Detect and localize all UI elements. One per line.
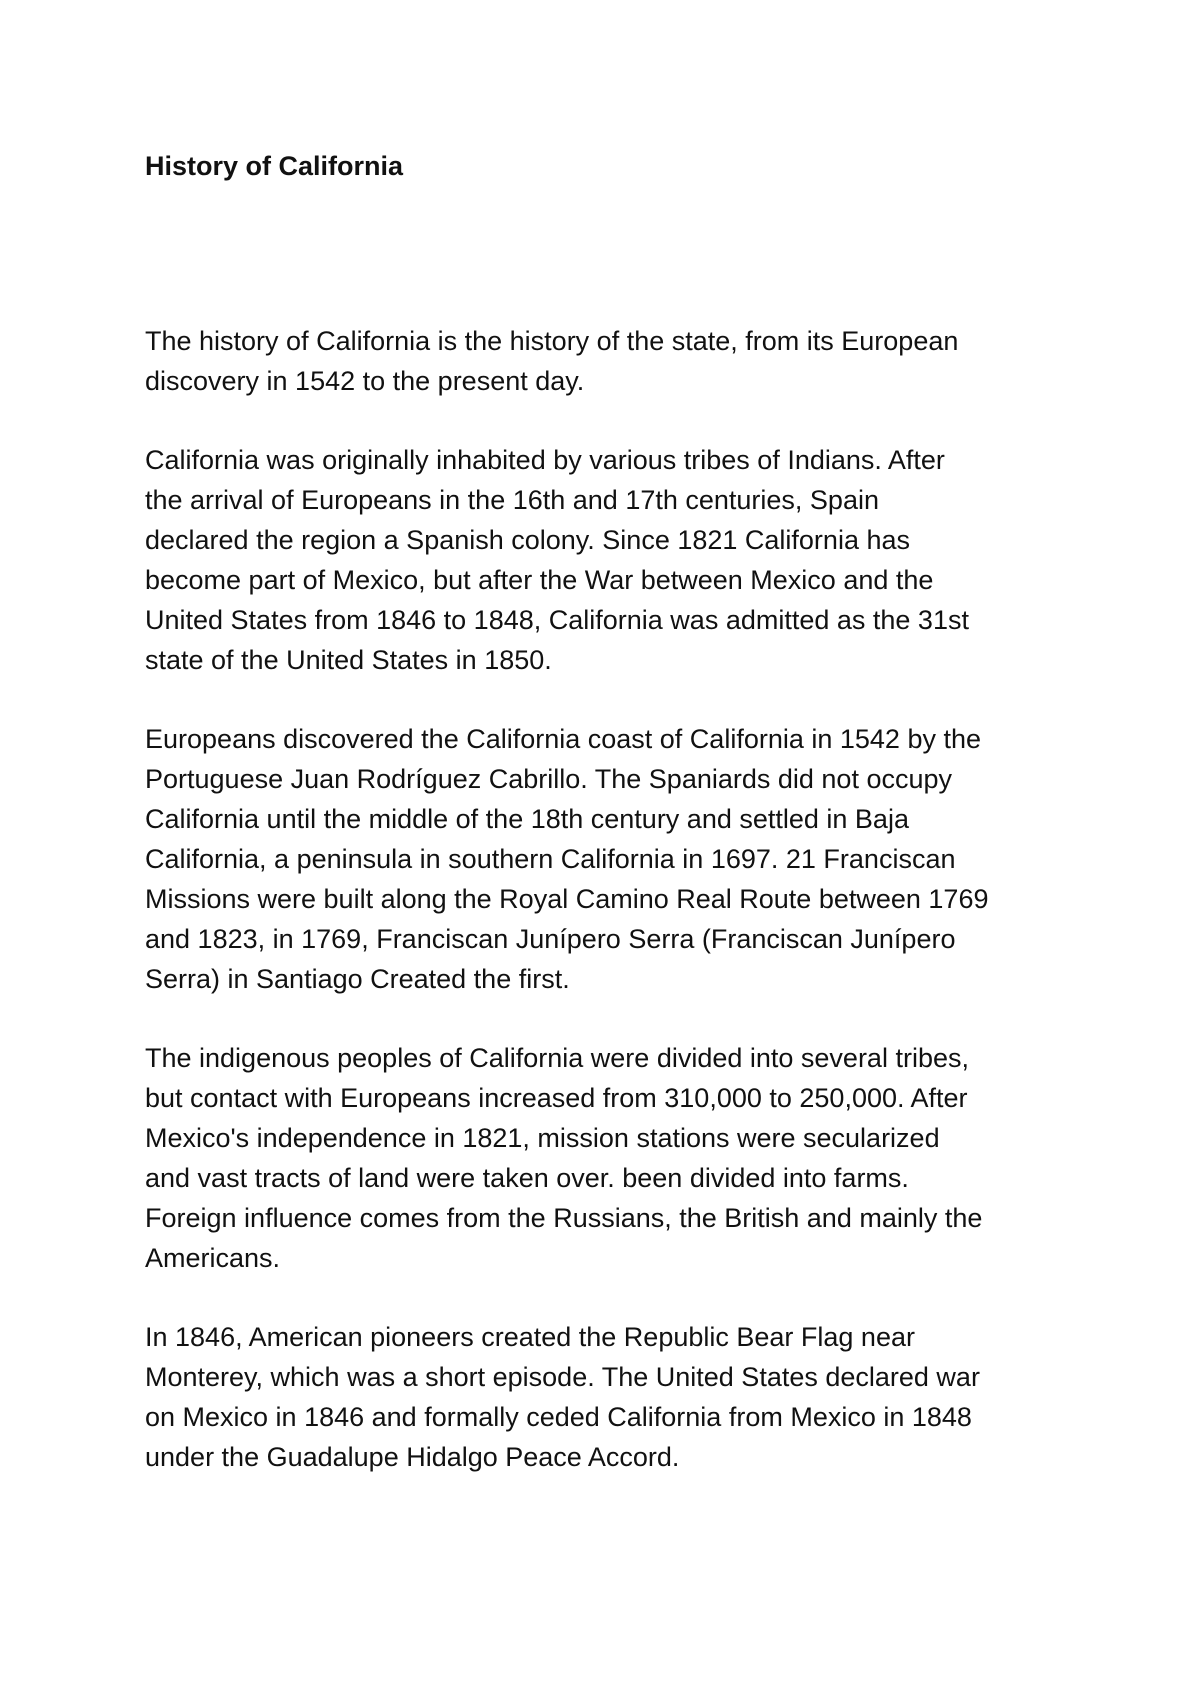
text-line: United States from 1846 to 1848, California was admitted as the 31st (145, 605, 969, 635)
text-line: Serra) in Santiago Created the first. (145, 964, 570, 994)
text-line: and 1823, in 1769, Franciscan Junípero Serra (Franciscan Junípero (145, 924, 956, 954)
text-line: Europeans discovered the California coast of California in 1542 by the (145, 724, 981, 754)
text-line: discovery in 1542 to the present day. (145, 366, 585, 396)
text-line: Monterey, which was a short episode. The United States declared war (145, 1362, 980, 1392)
text-line: but contact with Europeans increased from 310,000 to 250,000. After (145, 1083, 968, 1113)
document-body (145, 321, 1085, 1516)
paragraph-indigenous-peoples (145, 1038, 1085, 1278)
text-line: Portuguese Juan Rodríguez Cabrillo. The Spaniards did not occupy (145, 764, 952, 794)
paragraph-discovery (145, 719, 1085, 999)
text-line: on Mexico in 1846 and formally ceded California from Mexico in 1848 (145, 1402, 972, 1432)
text-line: state of the United States in 1850. (145, 645, 552, 675)
text-line: California until the middle of the 18th century and settled in Baja (145, 804, 909, 834)
text-line: and vast tracts of land were taken over. been divided into farms. (145, 1163, 909, 1193)
text-line: the arrival of Europeans in the 16th and 17th centuries, Spain (145, 485, 879, 515)
text-line: become part of Mexico, but after the War between Mexico and the (145, 565, 934, 595)
text-line: California, a peninsula in southern California in 1697. 21 Franciscan (145, 844, 956, 874)
text-line: declared the region a Spanish colony. Since 1821 California has (145, 525, 910, 555)
text-line: In 1846, American pioneers created the Republic Bear Flag near (145, 1322, 915, 1352)
text-line: Missions were built along the Royal Camino Real Route between 1769 (145, 884, 989, 914)
paragraph-inhabitants (145, 440, 1085, 680)
text-line: Americans. (145, 1243, 281, 1273)
text-line: California was originally inhabited by various tribes of Indians. After (145, 445, 945, 475)
paragraph-intro (145, 321, 1085, 401)
text-line: The indigenous peoples of California were divided into several tribes, (145, 1043, 969, 1073)
text-line: The history of California is the history of the state, from its European (145, 326, 959, 356)
text-line: Mexico's independence in 1821, mission stations were secularized (145, 1123, 940, 1153)
paragraph-bear-flag (145, 1317, 1085, 1477)
document-title: History of California (145, 151, 404, 181)
text-line: under the Guadalupe Hidalgo Peace Accord. (145, 1442, 680, 1472)
text-line: Foreign influence comes from the Russians, the British and mainly the (145, 1203, 983, 1233)
